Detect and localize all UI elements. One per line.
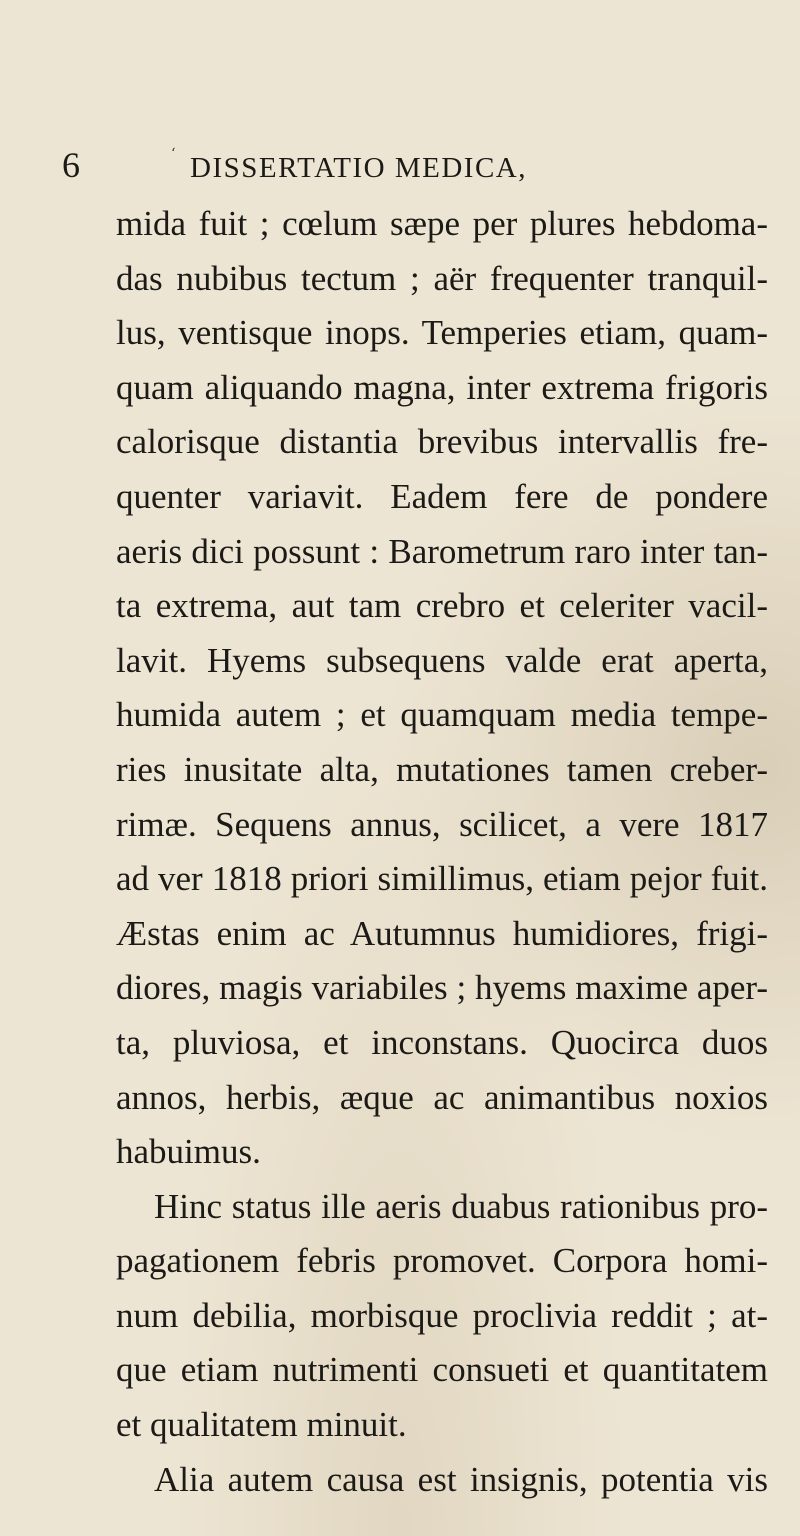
text-line: calorisque distantia brevibus intervallis fre- — [116, 422, 768, 462]
text-line: et qualitatem minuit. — [116, 1405, 407, 1445]
text-line: lus, ventisque inops. Temperies etiam, quam- — [116, 313, 768, 353]
text-line: Æstas enim ac Autumnus humidiores, frigi- — [116, 913, 768, 953]
running-head: DISSERTATIO MEDICA, — [190, 152, 527, 184]
text-line: num debilia, morbisque proclivia reddit ; at- — [116, 1295, 768, 1335]
text-line: quenter variavit. Eadem fere de pondere — [116, 476, 768, 516]
text-line: ta, pluviosa, et inconstans. Quocirca duos — [116, 1022, 768, 1062]
text-line: annos, herbis, æque ac animantibus noxios — [116, 1077, 768, 1117]
text-line: aeris dici possunt : Barometrum raro inter tan- — [116, 531, 768, 571]
page-header — [60, 141, 760, 189]
text-line: que etiam nutrimenti consueti et quantitatem — [116, 1350, 768, 1390]
text-line: das nubibus tectum ; aër frequenter tranquil- — [116, 258, 768, 298]
text-line: pagationem febris promovet. Corpora homi- — [116, 1241, 768, 1281]
text-line: Alia autem causa est insignis, potentia vis — [154, 1459, 768, 1499]
text-line: ries inusitate alta, mutationes tamen creber- — [116, 749, 768, 789]
text-line: diores, magis variabiles ; hyems maxime aper- — [116, 968, 768, 1008]
printer-tick-mark: ‘ — [171, 146, 176, 162]
text-line: lavit. Hyems subsequens valde erat aperta, — [116, 640, 768, 680]
text-line: humida autem ; et quamquam media tempe- — [116, 695, 768, 735]
text-line: ad ver 1818 priori simillimus, etiam pejor fuit. — [116, 859, 768, 899]
text-line: habuimus. — [116, 1132, 261, 1172]
text-line: Hinc status ille aeris duabus rationibus pro- — [154, 1186, 768, 1226]
text-line: ta extrema, aut tam crebro et celeriter vacil- — [116, 586, 768, 626]
text-line: rimæ. Sequens annus, scilicet, a vere 1817 — [116, 804, 768, 844]
body-text — [116, 197, 768, 1507]
text-line: mida fuit ; cœlum sæpe per plures hebdoma- — [116, 204, 768, 243]
page-number: 6 — [62, 145, 80, 185]
text-line: quam aliquando magna, inter extrema frigoris — [116, 367, 768, 407]
